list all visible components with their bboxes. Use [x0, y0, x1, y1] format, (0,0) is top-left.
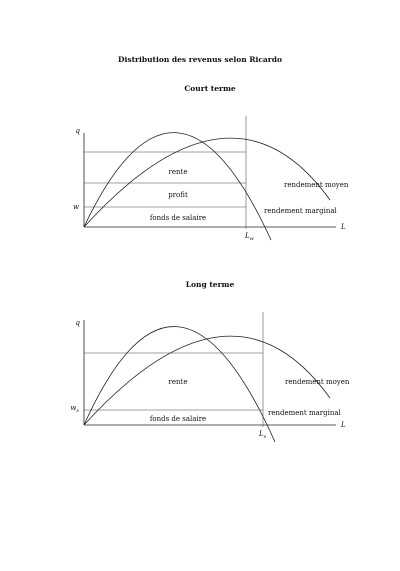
labour-tick-label: $L_s$ — [259, 430, 267, 440]
region-rent-label: rente — [168, 378, 188, 386]
x-axis-label: L — [341, 223, 346, 231]
marginal-product-curve — [84, 133, 271, 240]
panel-short-term — [73, 84, 349, 242]
document-title: Distribution des revenus selon Ricardo — [118, 55, 282, 64]
y-axis-label: q — [75, 127, 80, 135]
marginal-product-label: rendement marginal — [268, 409, 341, 417]
x-axis-label: L — [341, 421, 346, 429]
wage-tick-label: w — [73, 203, 79, 211]
region-wage-fund-label: fonds de salaire — [149, 415, 207, 423]
y-axis-label: q — [75, 319, 80, 327]
panel-subtitle: Court terme — [184, 84, 236, 93]
panel-subtitle: Long terme — [185, 280, 235, 289]
average-product-label: rendement moyen — [285, 378, 350, 386]
marginal-product-label: rendement marginal — [264, 207, 337, 215]
average-product-label: rendement moyen — [284, 181, 349, 189]
region-profit-label: profit — [168, 191, 188, 199]
labour-tick-label: $L_w$ — [245, 232, 254, 242]
region-rent-label: rente — [168, 168, 188, 176]
region-wage-fund-label: fonds de salaire — [149, 214, 207, 222]
wage-tick-label: $w_s$ — [70, 404, 79, 414]
panel-long-term — [70, 280, 349, 442]
